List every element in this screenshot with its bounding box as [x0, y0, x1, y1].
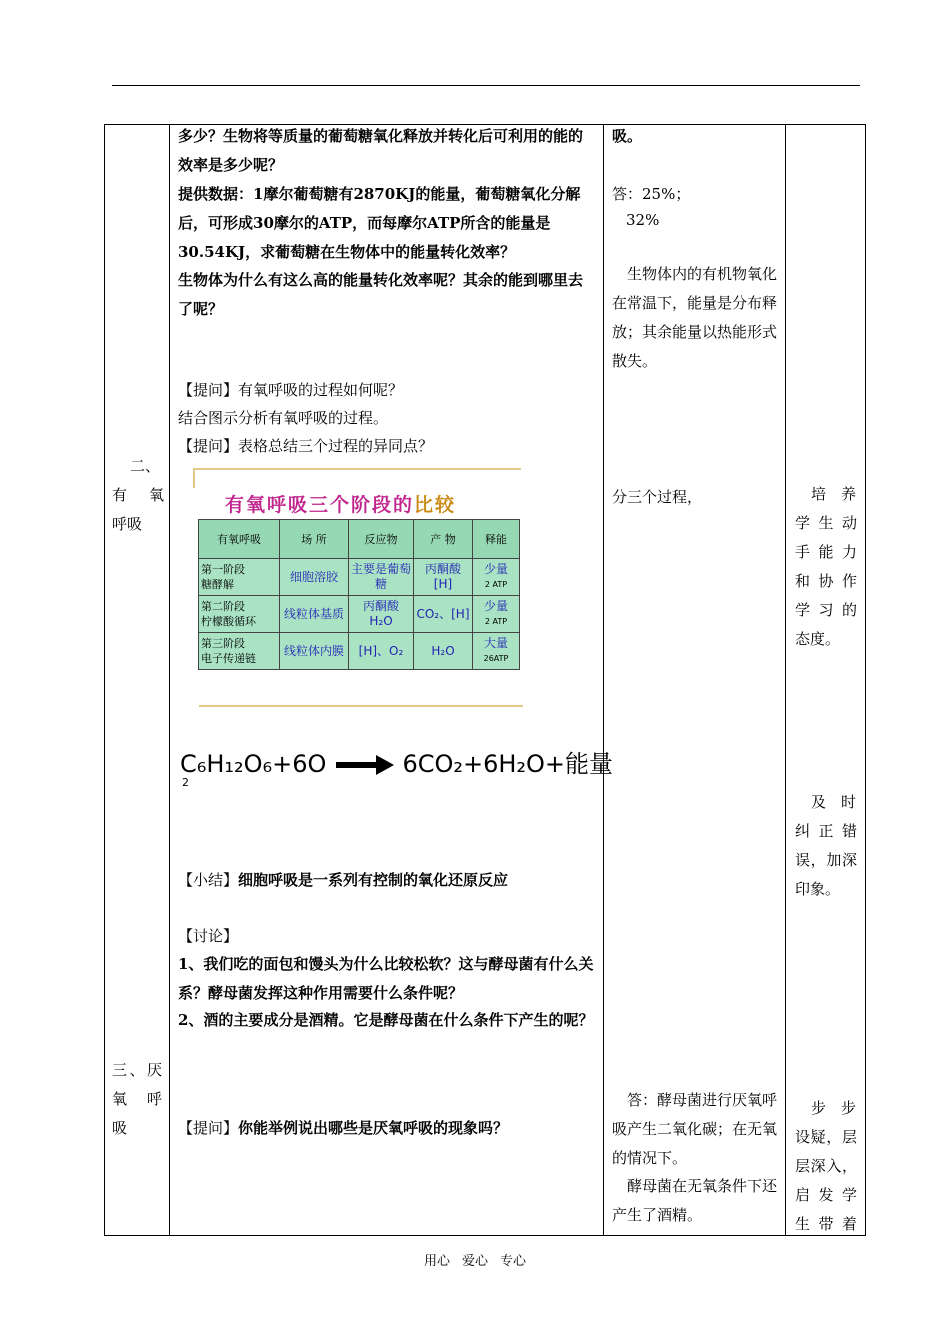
- col-divider-2: [603, 125, 604, 1235]
- site-cell: 细胞溶胶: [280, 559, 349, 596]
- comparison-table: [198, 519, 520, 670]
- provided-data: 提供数据：1摩尔葡萄糖有2870KJ的能量，葡萄糖氧化分解后，可形成30摩尔的ATP，而每摩尔ATP所含的能量是30.54KJ，求葡萄糖在生物体中的能量转化效率？: [178, 185, 581, 261]
- intent-note-cooperation: 培 养 学 生 动 手 能 力 和 协 作 学 习 的 态度。: [795, 485, 857, 648]
- table-row: [199, 559, 520, 596]
- answer-yeast-co2: 答：酵母菌进行厌氧呼吸产生二氧化碳；在无氧的情况下。: [612, 1091, 778, 1167]
- reactant-cell: 主要是葡萄糖: [349, 559, 414, 596]
- figure-title: 有氧呼吸三个阶段的比较: [225, 494, 457, 516]
- site-cell: 线粒体内膜: [280, 633, 349, 670]
- equation-right: 6CO₂+6H₂O+能量: [402, 750, 614, 778]
- answer-three-stages: 分三个过程，: [612, 488, 703, 506]
- table-row: [199, 633, 520, 670]
- header-cell: 有氧呼吸: [199, 520, 280, 559]
- diagram-instruction: 结合图示分析有氧呼吸的过程。: [178, 409, 389, 427]
- header-cell: 释能: [473, 520, 520, 559]
- stage-cell: 第二阶段 柠檬酸循环: [199, 596, 280, 633]
- discussion-label: 【讨论】: [178, 927, 239, 945]
- question-anaerobic: 【提问】你能举例说出哪些是厌氧呼吸的现象吗？: [178, 1119, 509, 1137]
- figure-border-left: [193, 468, 195, 488]
- summary: 【小结】细胞呼吸是一系列有控制的氧化还原反应: [178, 871, 509, 889]
- answer-energy-release: 生物体内的有机物氧化在常温下，能量是分布释放；其余能量以热能形式散失。: [612, 265, 778, 370]
- reactant-cell: 丙酮酸 H₂O: [349, 596, 414, 633]
- header-cell: 反应物: [349, 520, 414, 559]
- product-cell: H₂O: [414, 633, 473, 670]
- figure-border-bottom: [199, 705, 523, 707]
- table-row: [199, 596, 520, 633]
- product-cell: 丙酮酸 [H]: [414, 559, 473, 596]
- efficiency-question: 多少？生物将等质量的葡萄糖氧化释放并转化后可利用的能的效率是多少呢？: [178, 127, 584, 174]
- stage-comparison-figure: [193, 468, 523, 710]
- stage-cell: 第一阶段 糖酵解: [199, 559, 280, 596]
- equation-subscript: 2: [182, 776, 189, 789]
- answer-yeast-alcohol: 酵母菌在无氧条件下还产生了酒精。: [612, 1177, 778, 1224]
- respiration-equation: [180, 744, 613, 779]
- site-cell: 线粒体基质: [280, 596, 349, 633]
- discussion-item-1: 1、我们吃的面包和馒头为什么比较松软？这与酵母菌有什么关系？酵母菌发挥这种作用需要什么条件呢？: [178, 955, 594, 1002]
- col-divider-1: [169, 125, 170, 1235]
- reactant-cell: [H]、O₂: [349, 633, 414, 670]
- energy-cell: 大量 26ATP: [473, 633, 520, 670]
- efficiency-reason-question: 生物体为什么有这么高的能量转化效率呢？其余的能到哪里去了呢？: [178, 271, 584, 318]
- section-heading-anaerobic: 三、厌 氧 呼 吸: [112, 1061, 162, 1137]
- intent-note-correction: 及 时 纠 正 错 误，加深 印象。: [795, 793, 857, 898]
- figure-border-top: [193, 468, 521, 470]
- header-cell: 产 物: [414, 520, 473, 559]
- energy-cell: 少量 2 ATP: [473, 596, 520, 633]
- stage-cell: 第三阶段 电子传递链: [199, 633, 280, 670]
- answer-efficiency: 答：25%；: [612, 185, 691, 203]
- equation-left: C₆H₁₂O₆+6O: [180, 750, 327, 778]
- header-rule: [112, 85, 860, 86]
- intent-note-inquiry: 步 步 设疑，层 层深入， 启 发 学 生 带 着: [795, 1099, 857, 1233]
- answer-efficiency-2: 32%: [626, 211, 660, 229]
- product-cell: CO₂、[H]: [414, 596, 473, 633]
- col-divider-3: [785, 125, 786, 1235]
- energy-cell: 少量 2 ATP: [473, 559, 520, 596]
- page-footer: 用心 爱心 专心: [423, 1254, 527, 1269]
- question-aerobic-process: 【提问】有氧呼吸的过程如何呢？: [178, 381, 404, 399]
- table-header-row: [199, 520, 520, 559]
- answer-continuation: 吸。: [612, 127, 643, 145]
- discussion-item-2: 2、酒的主要成分是酒精。它是酵母菌在什么条件下产生的呢？: [178, 1011, 594, 1029]
- question-compare-stages: 【提问】表格总结三个过程的异同点？: [178, 437, 434, 455]
- arrow-right-icon: [336, 755, 394, 775]
- section-heading-aerobic: 二、 有 氧 呼吸: [112, 457, 164, 533]
- header-cell: 场 所: [280, 520, 349, 559]
